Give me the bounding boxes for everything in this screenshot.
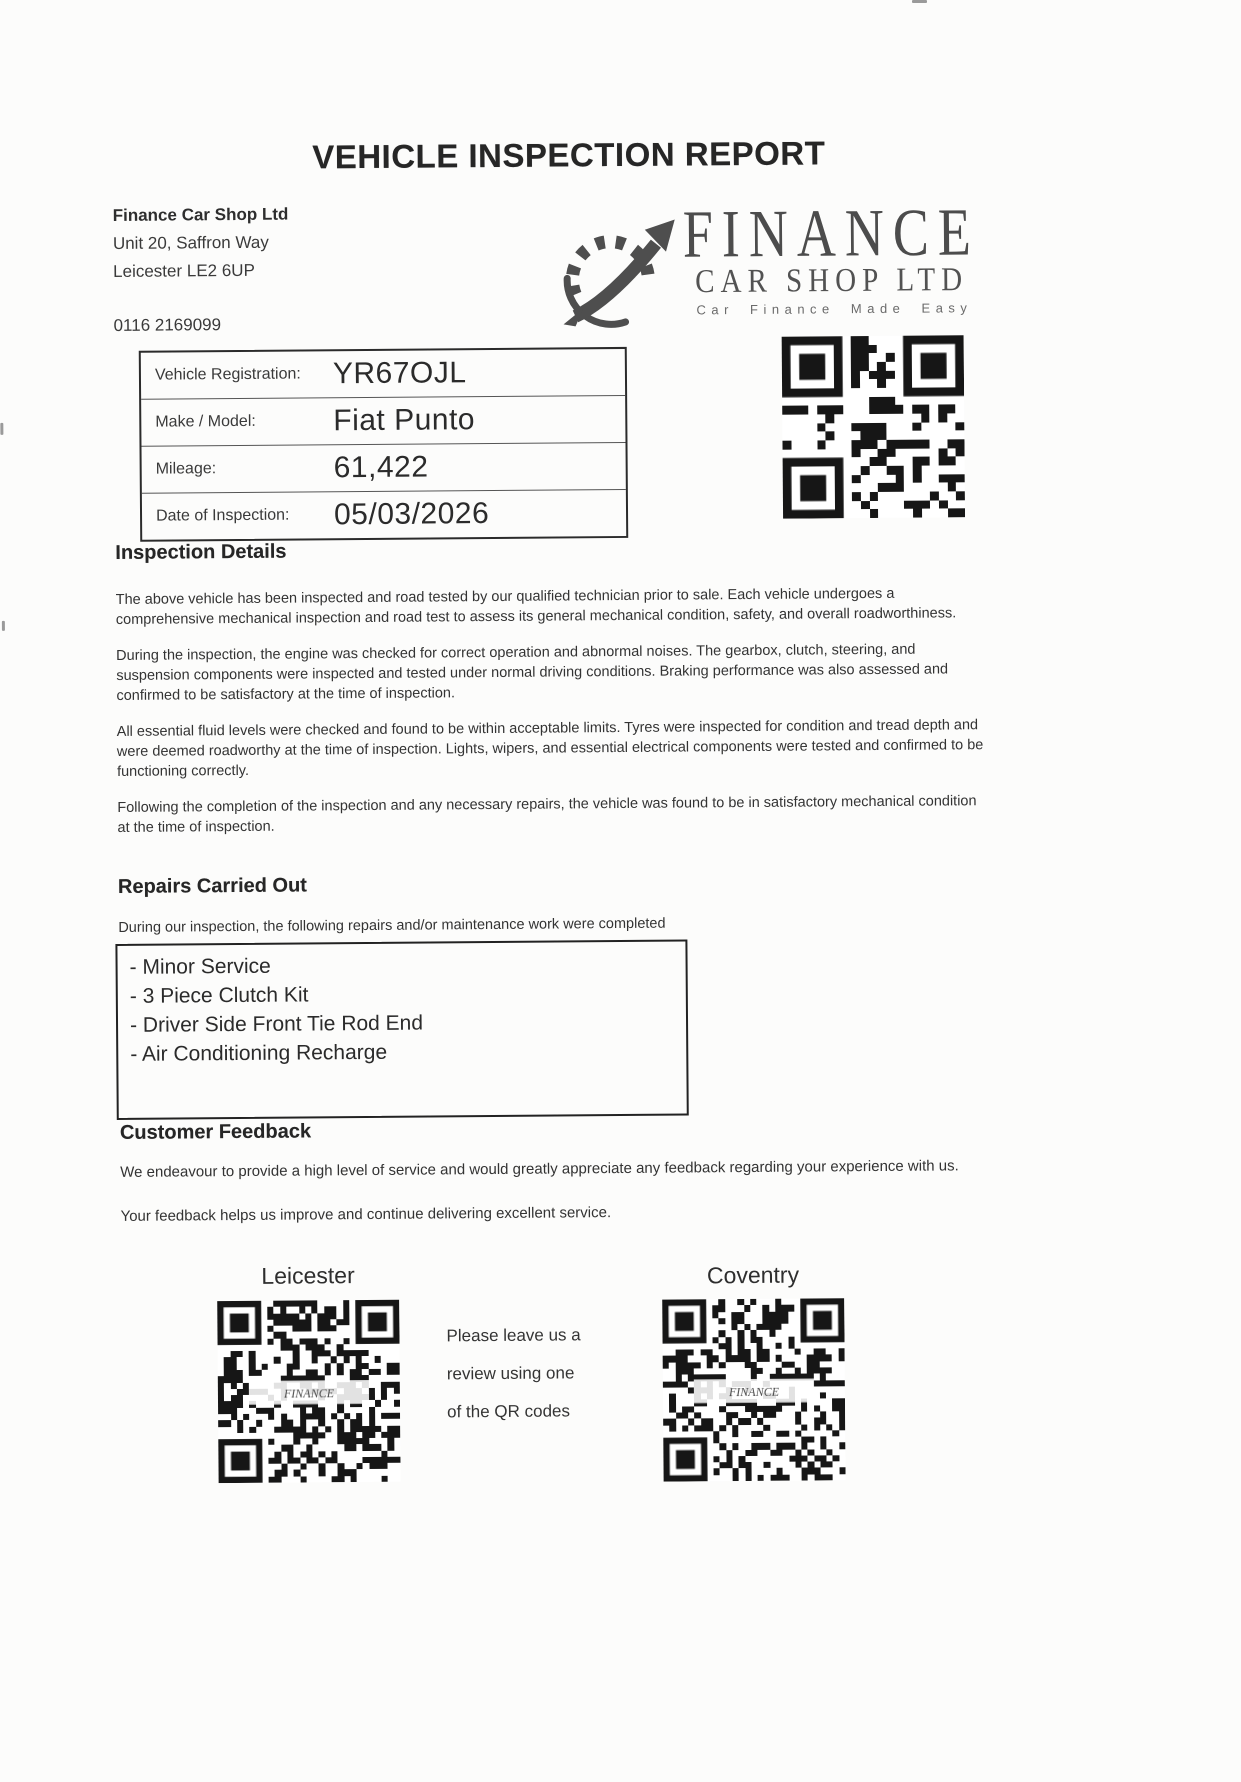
coventry-review-qr-code (662, 1298, 845, 1481)
repairs-heading: Repairs Carried Out (117, 874, 307, 898)
repair-item: - Air Conditioning Recharge (130, 1040, 388, 1066)
table-row-inspection-date (142, 490, 626, 540)
company-phone: 0116 2169099 (113, 315, 222, 335)
company-address-line2: Leicester LE2 6UP (113, 260, 255, 281)
inspection-date-label: Date of Inspection: (155, 506, 290, 525)
vehicle-details-table (139, 347, 628, 542)
qr-review-prompt (446, 1316, 581, 1431)
company-address-line1: Unit 20, Saffron Way (112, 232, 269, 253)
table-row-mileage (142, 443, 626, 494)
logo-tagline: Car Finance Made Easy (696, 300, 973, 318)
company-address-block (113, 201, 290, 340)
coventry-location-label: Coventry (706, 1261, 800, 1289)
leicester-location-label: Leicester (261, 1262, 355, 1289)
scan-artifact (0, 423, 3, 435)
inspection-paragraph: During the inspection, the engine was checked for correct operation and abnormal noises. The gearbox, clutch, steering, and suspension components were inspected and tested under normal driving conditions. Braking performance was also assessed and confirmed to be satisfactory at the time of inspection. (116, 641, 949, 704)
leicester-review-qr-code (217, 1300, 400, 1483)
speedometer-arrow-icon (553, 215, 694, 328)
repair-item: - Driver Side Front Tie Rod End (129, 1011, 424, 1037)
mileage-label: Mileage: (155, 460, 217, 478)
make-model-label: Make / Model: (155, 412, 256, 431)
inspection-details-heading: Inspection Details (115, 540, 287, 564)
qr-prompt-line: of the QR codes (447, 1401, 571, 1422)
repairs-intro-text: During our inspection, the following repairs and/or maintenance work were completed (118, 915, 666, 936)
table-row-make-model (141, 396, 625, 447)
inspection-date-value: 05/03/2026 (333, 497, 490, 532)
registration-value: YR67OJL (332, 356, 467, 391)
scan-artifact (2, 621, 5, 631)
inspection-paragraph: All essential fluid levels were checked and found to be within acceptable limits. Tyres were inspected for condition and tread depth and were deemed roadworthy at the time of inspection. Lights, wipers, and essential electrical components were tested and confirmed to be functioning correctly. (116, 717, 984, 780)
make-model-value: Fiat Punto (333, 403, 476, 438)
customer-feedback-text (120, 1155, 991, 1250)
registration-label: Vehicle Registration: (154, 365, 301, 384)
company-name: Finance Car Shop Ltd (112, 204, 289, 225)
logo-car-shop-ltd-text: CAR SHOP LTD (695, 261, 969, 301)
customer-feedback-heading: Customer Feedback (119, 1120, 312, 1144)
table-row-registration (141, 349, 625, 400)
scan-artifact (912, 0, 927, 3)
vehicle-qr-code (782, 335, 965, 518)
repairs-list-box (115, 939, 688, 1119)
qr-prompt-line: Please leave us a (446, 1325, 581, 1346)
qr-prompt-line: review using one (446, 1363, 575, 1384)
mileage-value: 61,422 (333, 450, 429, 485)
feedback-paragraph: We endeavour to provide a high level of service and would greatly appreciate any feedback regarding your experience with us. (120, 1157, 959, 1181)
inspection-paragraph: Following the completion of the inspection and any necessary repairs, the vehicle was found to be in satisfactory mechanical condition at the time of inspection. (117, 793, 977, 836)
inspection-details-text (116, 583, 992, 854)
feedback-paragraph: Your feedback helps us improve and continue delivering excellent service. (120, 1204, 612, 1225)
logo-finance-text: FINANCE (682, 194, 981, 272)
repair-item: - 3 Piece Clutch Kit (129, 983, 309, 1008)
repair-item: - Minor Service (129, 954, 271, 979)
inspection-paragraph: The above vehicle has been inspected and road tested by our qualified technician prior to sale. Each vehicle undergoes a comprehensive mechanical inspection and road test to assess its general mechanical condition, safety, and overall roadworthiness. (115, 585, 957, 628)
page-title: VEHICLE INSPECTION REPORT (312, 134, 826, 176)
